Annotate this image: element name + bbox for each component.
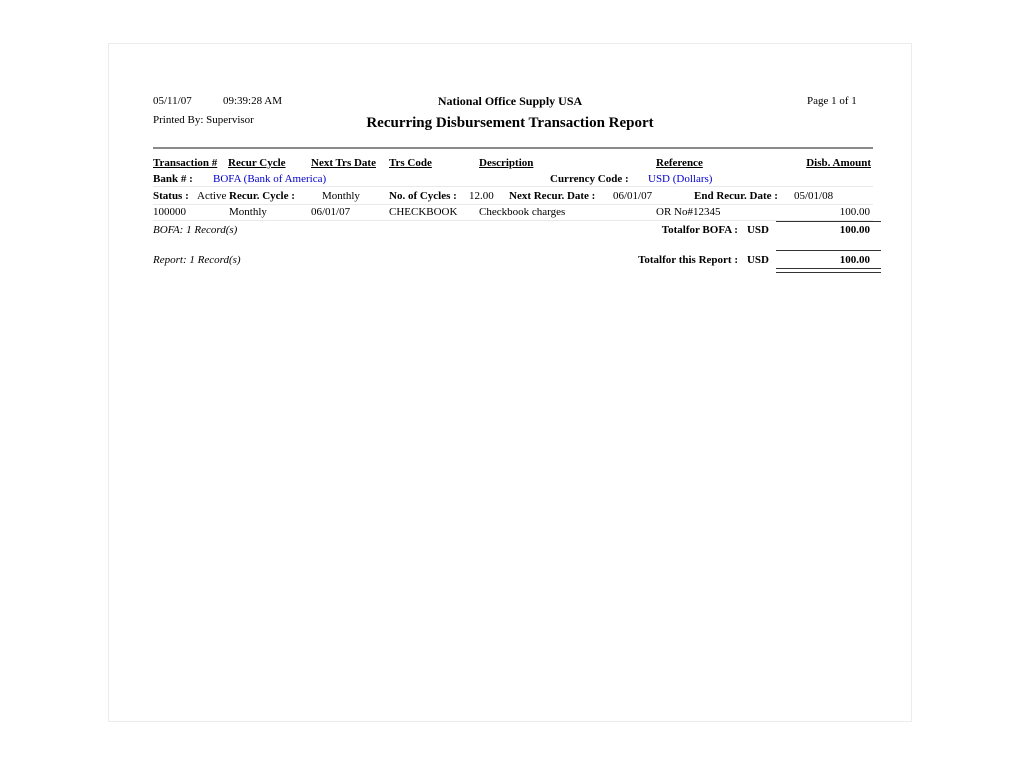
next-recur-date-value: 06/01/07: [613, 190, 653, 202]
column-header-description: Description: [479, 157, 534, 169]
report-total-currency: USD: [746, 254, 769, 266]
recur-cycle-value: Monthly: [322, 190, 360, 202]
next-recur-date-label: Next Recur. Date :: [509, 190, 596, 202]
cell-transaction-no: 100000: [153, 206, 186, 218]
group-total-label: [662, 224, 769, 237]
page-number: Page 1 of 1: [807, 95, 857, 107]
currency-code-label: Currency Code :: [550, 173, 629, 185]
end-recur-date-value: 05/01/08: [794, 190, 834, 202]
cycles-label: No. of Cycles :: [389, 190, 457, 202]
column-header-next-trs-date: Next Trs Date: [311, 157, 376, 169]
report-total-label: [638, 254, 769, 267]
cell-next-trs-date: 06/01/07: [311, 206, 351, 218]
group-total-top-line: [776, 221, 881, 222]
cell-recur-cycle: Monthly: [229, 206, 267, 218]
row-separator: [153, 186, 873, 187]
group-record-count: BOFA: 1 Record(s): [153, 224, 238, 236]
row-separator: [153, 204, 873, 205]
cell-reference: OR No#12345: [656, 206, 721, 218]
group-total-caption: Totalfor BOFA :: [661, 224, 738, 236]
cell-trs-code: CHECKBOOK: [389, 206, 458, 218]
column-header-transaction: Transaction #: [153, 157, 218, 169]
bank-value: BOFA (Bank of America): [213, 173, 327, 185]
report-page: [108, 43, 912, 722]
cell-disb-amount: 100.00: [839, 206, 870, 218]
column-header-trs-code: Trs Code: [389, 157, 432, 169]
column-header-disb-amount: Disb. Amount: [806, 157, 871, 169]
print-time: 09:39:28 AM: [223, 95, 282, 107]
report-total-amount: 100.00: [839, 254, 870, 266]
group-total-currency: USD: [746, 224, 769, 236]
status-label: Status :: [153, 190, 189, 202]
report-record-count: Report: 1 Record(s): [153, 254, 241, 266]
status-value: Active: [197, 190, 227, 202]
report-title: Recurring Disbursement Transaction Report: [366, 115, 654, 131]
company-name: National Office Supply USA: [437, 94, 583, 108]
group-total-amount: 100.00: [839, 224, 870, 236]
report-total-double-line-1: [776, 268, 881, 269]
row-separator: [153, 220, 873, 221]
cell-description: Checkbook charges: [479, 206, 566, 218]
currency-code-value: USD (Dollars): [648, 173, 713, 185]
cycles-value: 12.00: [469, 190, 494, 202]
report-total-double-line-2: [776, 272, 881, 273]
header-rule: [153, 147, 873, 149]
report-total-caption: Totalfor this Report :: [638, 254, 738, 266]
end-recur-date-label: End Recur. Date :: [694, 190, 778, 202]
column-header-reference: Reference: [656, 157, 703, 169]
printed-by: Printed By: Supervisor: [153, 114, 254, 126]
print-date: 05/11/07: [153, 95, 192, 107]
recur-cycle-label: Recur. Cycle :: [229, 190, 295, 202]
report-total-top-line: [776, 250, 881, 251]
column-header-recur-cycle: Recur Cycle: [228, 157, 286, 169]
bank-label: Bank # :: [153, 173, 193, 185]
